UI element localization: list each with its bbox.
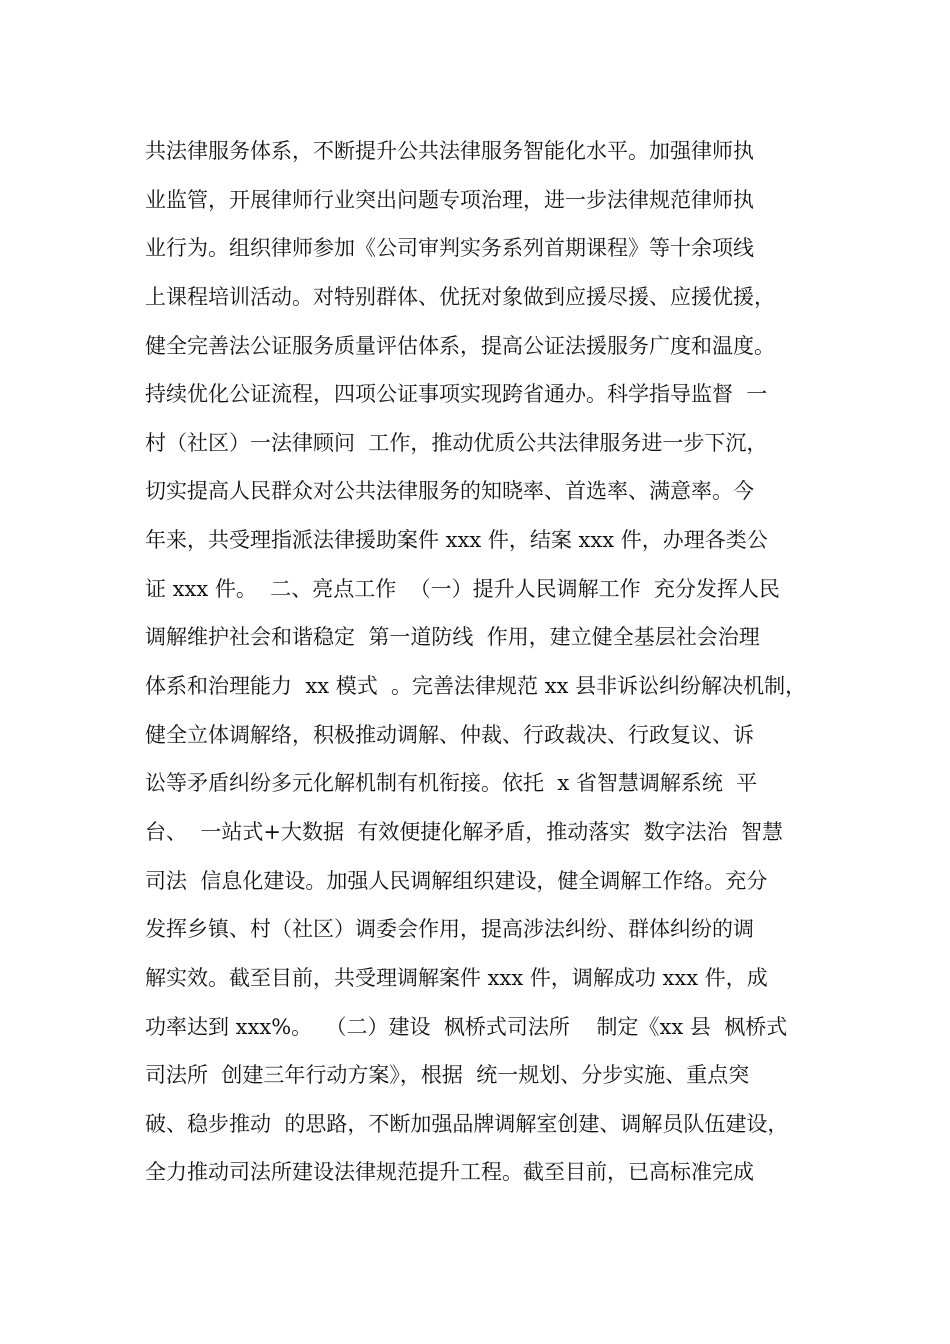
text-line-11: 调解维护社会和谐稳定 第一道防线 作用，建立健全基层社会治理 bbox=[145, 625, 760, 650]
text-line-19: 功率达到 xxx%。 （二）建设 枫桥式司法所 制定《xx 县 枫桥式 bbox=[145, 1014, 788, 1039]
text-line-15: 台、 一站式+大数据 有效便捷化解矛盾，推动落实 数字法治 智慧 bbox=[145, 819, 783, 844]
text-line-4: 上课程培训活动。对特别群体、优抚对象做到应援尽援、应援优援， bbox=[145, 284, 775, 309]
text-line-13: 健全立体调解络，积极推动调解、仲裁、行政裁决、行政复议、诉 bbox=[145, 722, 754, 747]
text-line-22: 全力推动司法所建设法律规范提升工程。截至目前，已高标准完成 bbox=[145, 1160, 754, 1185]
text-line-7: 村（社区）一法律顾问 工作，推动优质公共法律服务进一步下沉， bbox=[145, 430, 768, 455]
body-text bbox=[145, 127, 845, 1197]
text-line-21: 破、稳步推动 的思路，不断加强品牌调解室创建、调解员队伍建设， bbox=[145, 1111, 789, 1136]
text-line-14: 讼等矛盾纠纷多元化解机制有机衔接。依托 x 省智慧调解系统 平 bbox=[145, 771, 758, 796]
text-line-6: 持续优化公证流程，四项公证事项实现跨省通办。科学指导监督 一 bbox=[145, 382, 768, 407]
text-line-16: 司法 信息化建设。加强人民调解组织建设，健全调解工作络。充分 bbox=[145, 868, 768, 893]
text-line-8: 切实提高人民群众对公共法律服务的知晓率、首选率、满意率。今 bbox=[145, 479, 754, 504]
text-line-10: 证 xxx 件。 二、亮点工作 （一）提升人民调解工作 充分发挥人民 bbox=[145, 576, 780, 601]
text-line-1: 共法律服务体系，不断提升公共法律服务智能化水平。加强律师执 bbox=[145, 139, 754, 163]
text-line-12: 体系和治理能力 xx 模式 。完善法律规范 xx 县非诉讼纠纷解决机制， bbox=[145, 674, 807, 699]
text-line-5: 健全完善法公证服务质量评估体系，提高公证法援服务广度和温度。 bbox=[145, 333, 775, 358]
text-line-20: 司法所 创建三年行动方案》，根据 统一规划、分步实施、重点突 bbox=[145, 1063, 750, 1088]
text-line-18: 解实效。截至目前，共受理调解案件 xxx 件，调解成功 xxx 件，成 bbox=[145, 965, 768, 990]
text-line-2: 业监管，开展律师行业突出问题专项治理，进一步法律规范律师执 bbox=[145, 187, 754, 212]
text-line-9: 年来，共受理指派法律援助案件 xxx 件，结案 xxx 件，办理各类公 bbox=[145, 528, 768, 553]
text-line-3: 业行为。组织律师参加《公司审判实务系列首期课程》等十余项线 bbox=[145, 236, 754, 261]
text-line-17: 发挥乡镇、村（社区）调委会作用，提高涉法纠纷、群体纠纷的调 bbox=[145, 917, 754, 942]
